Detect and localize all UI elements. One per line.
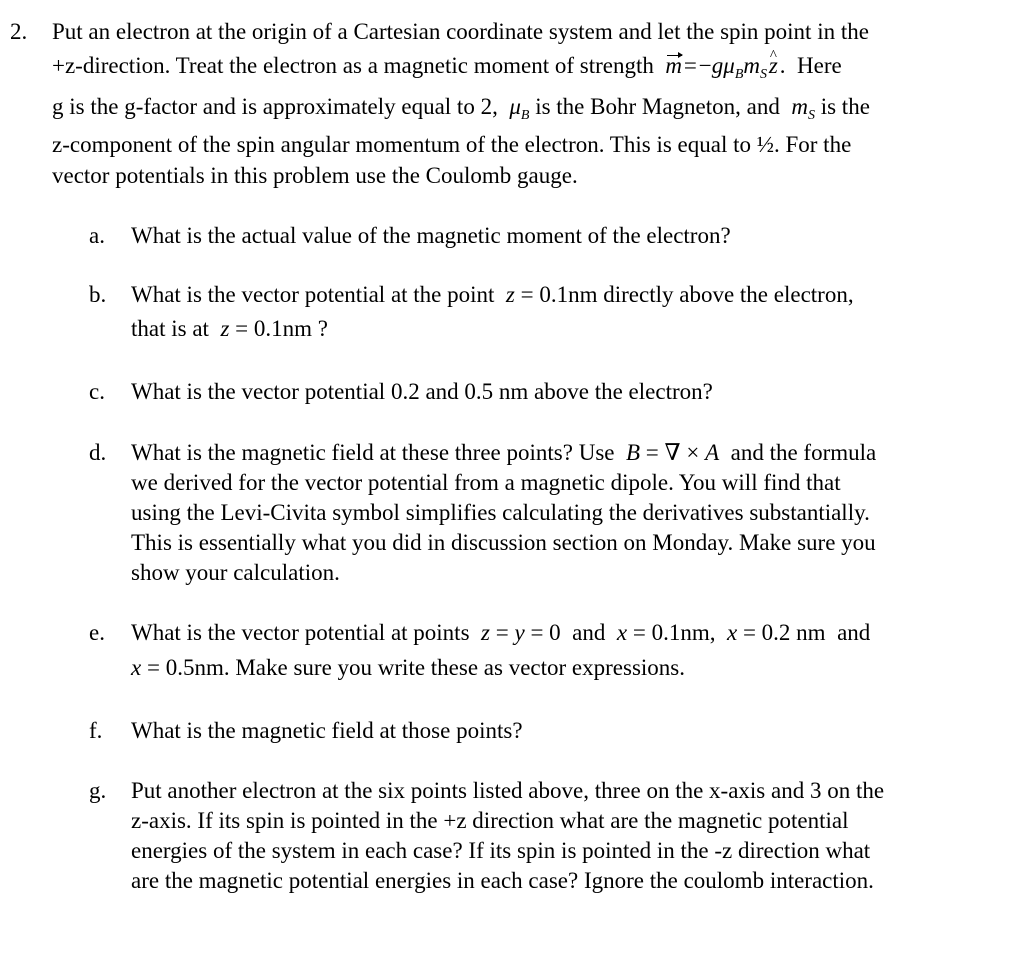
part-e-math-1: z = y = 0 (481, 620, 567, 645)
bohr-magneton-symbol: $\mu_B$ (509, 94, 530, 123)
part-g-line-4: are the magnetic potential energies in each case? Ignore the coulomb interaction. (131, 868, 874, 893)
part-g-line-1: Put another electron at the six points listed above, three on the x-axis and 3 on the (131, 778, 885, 803)
part-b-math-2: z = 0.1nm ? (220, 316, 328, 341)
ms-symbol: $m_S$ (791, 94, 815, 123)
part-f-label: f. (89, 718, 103, 743)
part-d-line-2: we derived for the vector potential from a magnetic dipole. You will find that (131, 470, 841, 495)
part-d-label: d. (89, 440, 107, 465)
part-g-label: g. (89, 778, 107, 803)
intro-line-1: Put an electron at the origin of a Cartesian coordinate system and let the spin point in the (52, 19, 869, 44)
part-e-line-2: x = 0.5nm. Make sure you write these as vector expressions. (131, 655, 685, 680)
part-c-label: c. (89, 379, 105, 404)
intro-line-4: z-component of the spin angular momentum of the electron. This is equal to ½. For the (52, 132, 852, 157)
part-b-line-2: that is at z = 0.1nm ? (131, 316, 328, 341)
part-d-line-5: show your calculation. (131, 560, 340, 585)
moment-formula: m = $-g\mu_Bm_S$ ^ z . (660, 53, 786, 78)
part-e-math-3: x = 0.2 nm (726, 620, 832, 645)
part-e-math-2: x = 0.1nm (616, 620, 710, 645)
part-g-line-3: energies of the system in each case? If its spin is pointed in the -z direction what (131, 838, 871, 863)
part-e-math-4: x = 0.5nm (131, 655, 224, 680)
part-d-math: B = ∇ × A (625, 440, 720, 465)
part-d-line-4: This is essentially what you did in discussion section on Monday. Make sure you (131, 530, 876, 555)
part-a-text: What is the actual value of the magnetic moment of the electron? (131, 223, 731, 248)
part-f-text: What is the magnetic field at those points? (131, 718, 523, 743)
part-g-line-2: z-axis. If its spin is pointed in the +z direction what are the magnetic potential (131, 808, 849, 833)
problem-number: 2. (10, 19, 28, 44)
intro-line-3: g is the g-factor and is approximately equal to 2, $\mu_B$ is the Bohr Magneton, and $m_S$ is the (52, 94, 870, 123)
part-c-text: What is the vector potential 0.2 and 0.5 nm above the electron? (131, 379, 713, 404)
part-e-label: e. (89, 620, 105, 645)
part-b-label: b. (89, 282, 107, 307)
intro-line-5: vector potentials in this problem use the Coulomb gauge. (52, 163, 578, 188)
part-e-line-1: What is the vector potential at points z = y = 0 and x = 0.1nm, x = 0.2 nm and (131, 620, 871, 645)
part-b-math-1: z = 0.1nm (505, 282, 598, 307)
part-b-line-1: What is the vector potential at the point z = 0.1nm directly above the electron, (131, 282, 854, 307)
part-d-line-3: using the Levi-Civita symbol simplifies calculating the derivatives substantially. (131, 500, 870, 525)
intro-line-2: +z-direction. Treat the electron as a magnetic moment of strength m = $-g\mu_Bm_S$ ^ z . Here (52, 51, 842, 81)
part-d-line-1: What is the magnetic field at these three points? Use B = ∇ × A and the formula (131, 440, 877, 465)
part-a-label: a. (89, 223, 105, 248)
